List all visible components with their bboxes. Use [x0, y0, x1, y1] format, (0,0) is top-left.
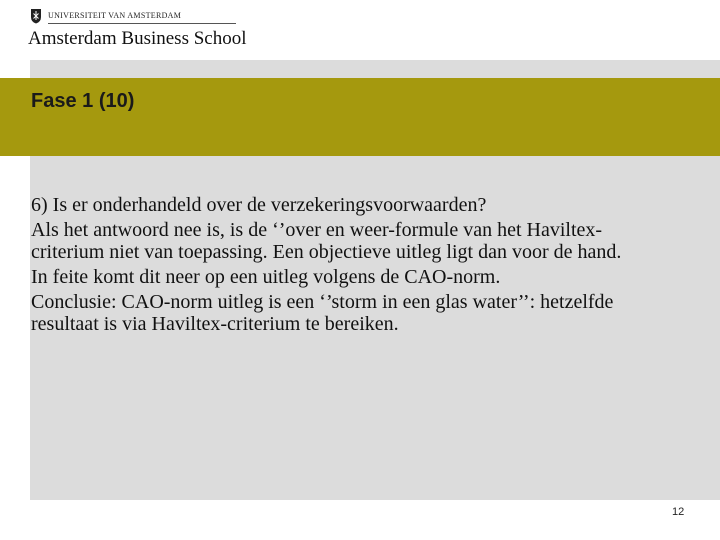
page-number: 12 [672, 506, 685, 518]
body-paragraph: Conclusie: CAO-norm uitleg is een ‘’storm in een glas water’’: hetzelfde resultaat is via Haviltex-criterium te bereiken. [31, 291, 614, 335]
body-paragraph: 6) Is er onderhandeld over de verzekeringsvoorwaarden? [31, 194, 487, 216]
slide-title: Fase 1 (10) [31, 90, 135, 112]
body-paragraph: In feite komt dit neer op een uitleg volgens de CAO-norm. [31, 266, 501, 288]
slide-body [31, 194, 671, 338]
university-name: UNIVERSITEIT VAN AMSTERDAM [48, 11, 182, 20]
university-crest-icon [30, 8, 42, 24]
body-paragraph: Als het antwoord nee is, is de ‘’over en weer-formule van het Haviltex-criterium niet van toepassing. Een objectieve uitleg ligt dan voor de hand. [31, 219, 622, 263]
logo-divider [48, 23, 236, 24]
school-name: Amsterdam Business School [28, 28, 247, 49]
logo [26, 6, 247, 50]
